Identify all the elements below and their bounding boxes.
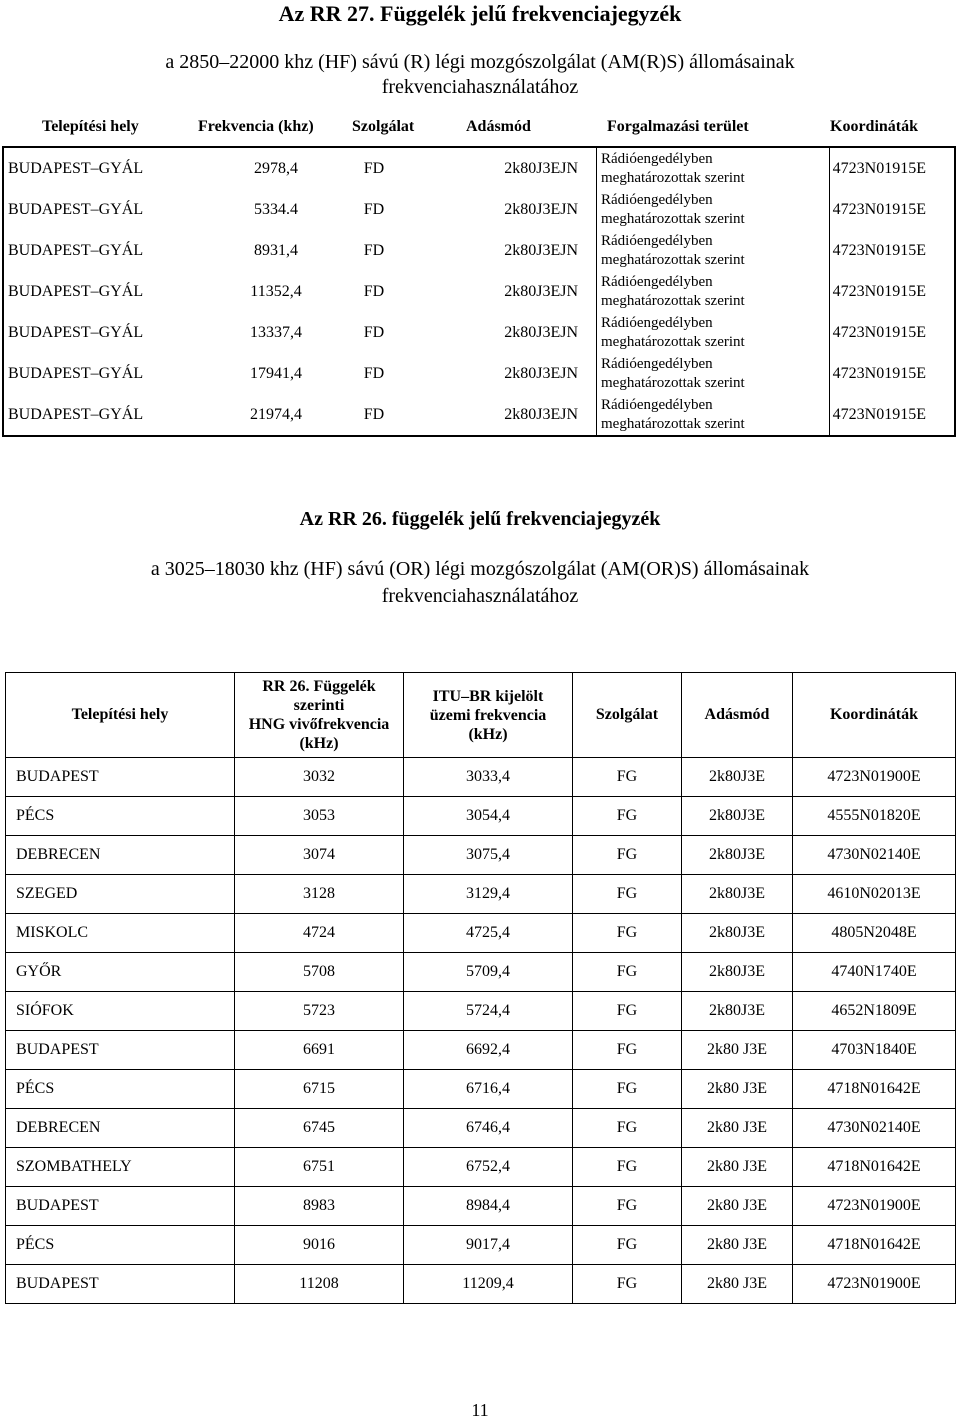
header-service: Szolgálat xyxy=(573,673,682,758)
area-cell xyxy=(597,394,830,436)
table-row xyxy=(6,1070,956,1109)
hng-frequency-cell: 3128 xyxy=(235,875,404,914)
site-cell: DEBRECEN xyxy=(6,836,235,875)
coordinates-cell: 4723N01915E xyxy=(832,241,926,259)
mode-cell: 2k80J3E xyxy=(682,758,793,797)
site-cell: BUDAPEST–GYÁL xyxy=(8,282,144,300)
site-cell: BUDAPEST xyxy=(6,758,235,797)
table-row xyxy=(3,394,955,436)
area-line1: Rádióengedélyben xyxy=(601,191,713,208)
coordinates-cell: 4723N01900E xyxy=(793,1187,956,1226)
service-cell: FD xyxy=(363,200,385,218)
header-hng-line2: szerinti xyxy=(293,697,345,714)
coordinates-cell: 4730N02140E xyxy=(793,1109,956,1148)
area-line1: Rádióengedélyben xyxy=(601,150,713,167)
header-mode: Adásmód xyxy=(682,673,793,758)
service-cell: FG xyxy=(573,875,682,914)
hng-frequency-cell: 6691 xyxy=(235,1031,404,1070)
mode-cell: 2k80J3E xyxy=(682,836,793,875)
hng-frequency-cell: 11208 xyxy=(235,1265,404,1304)
hng-frequency-cell: 6745 xyxy=(235,1109,404,1148)
header-itu-line3: (kHz) xyxy=(468,725,508,743)
service-cell: FG xyxy=(573,914,682,953)
service-cell: FG xyxy=(573,1148,682,1187)
header-hng-line1: RR 26. Függelék xyxy=(262,678,376,695)
table-row xyxy=(6,758,956,797)
mode-cell: 2k80 J3E xyxy=(682,1226,793,1265)
site-cell: SZEGED xyxy=(6,875,235,914)
table-row xyxy=(3,189,955,230)
mode-cell: 2k80 J3E xyxy=(682,1109,793,1148)
section1-table xyxy=(2,146,956,437)
table-row xyxy=(6,1226,956,1265)
coordinates-cell: 4723N01915E xyxy=(832,405,926,423)
coordinates-cell: 4610N02013E xyxy=(793,875,956,914)
hng-frequency-cell: 6751 xyxy=(235,1148,404,1187)
page-number: 11 xyxy=(471,1400,489,1420)
area-line2: meghatározottak szerint xyxy=(601,374,745,391)
mode-cell: 2k80 J3E xyxy=(682,1031,793,1070)
service-cell: FG xyxy=(573,1187,682,1226)
service-cell: FD xyxy=(363,405,385,423)
table-row xyxy=(6,1109,956,1148)
header-coordinates: Koordináták xyxy=(830,118,919,135)
coordinates-cell: 4555N01820E xyxy=(793,797,956,836)
site-cell: BUDAPEST–GYÁL xyxy=(8,364,144,382)
table-row xyxy=(6,953,956,992)
table-row xyxy=(6,875,956,914)
section1-header-row xyxy=(0,116,960,142)
coordinates-cell: 4718N01642E xyxy=(793,1148,956,1187)
frequency-cell: 17941,4 xyxy=(250,364,302,382)
header-itu-line1: ITU–BR kijelölt xyxy=(432,687,544,705)
area-line1: Rádióengedélyben xyxy=(601,314,713,331)
table-row xyxy=(6,914,956,953)
site-cell: GYŐR xyxy=(6,953,235,992)
service-cell: FG xyxy=(573,953,682,992)
site-cell: PÉCS xyxy=(6,797,235,836)
coordinates-cell: 4730N02140E xyxy=(793,836,956,875)
frequency-cell: 13337,4 xyxy=(250,323,302,341)
mode-cell: 2k80J3E xyxy=(682,797,793,836)
hng-frequency-cell: 3053 xyxy=(235,797,404,836)
area-cell xyxy=(597,147,830,189)
service-cell: FG xyxy=(573,1226,682,1265)
service-cell: FD xyxy=(363,241,385,259)
frequency-cell: 11352,4 xyxy=(250,282,302,300)
site-cell: MISKOLC xyxy=(6,914,235,953)
mode-cell: 2k80J3EJN xyxy=(414,271,597,312)
hng-frequency-cell: 4724 xyxy=(235,914,404,953)
frequency-cell: 5334.4 xyxy=(254,200,298,218)
section2-header-row xyxy=(6,673,956,758)
service-cell: FD xyxy=(363,364,385,382)
table-row xyxy=(6,1187,956,1226)
table-row xyxy=(6,1031,956,1070)
itu-frequency-cell: 11209,4 xyxy=(404,1265,573,1304)
site-cell: PÉCS xyxy=(6,1070,235,1109)
header-hng-frequency xyxy=(235,673,404,758)
table-row xyxy=(3,147,955,189)
header-mode: Adásmód xyxy=(466,118,531,135)
coordinates-cell: 4723N01900E xyxy=(793,758,956,797)
itu-frequency-cell: 6746,4 xyxy=(404,1109,573,1148)
itu-frequency-cell: 4725,4 xyxy=(404,914,573,953)
area-cell xyxy=(597,271,830,312)
site-cell: BUDAPEST–GYÁL xyxy=(8,200,144,218)
hng-frequency-cell: 5708 xyxy=(235,953,404,992)
coordinates-cell: 4723N01915E xyxy=(832,323,926,341)
mode-cell: 2k80 J3E xyxy=(682,1187,793,1226)
service-cell: FG xyxy=(573,1070,682,1109)
site-cell: BUDAPEST xyxy=(6,1031,235,1070)
mode-cell: 2k80J3EJN xyxy=(414,147,597,189)
service-cell: FG xyxy=(573,1031,682,1070)
itu-frequency-cell: 3054,4 xyxy=(404,797,573,836)
area-line2: meghatározottak szerint xyxy=(601,251,745,268)
mode-cell: 2k80J3E xyxy=(682,875,793,914)
mode-cell: 2k80J3EJN xyxy=(414,189,597,230)
table-row xyxy=(3,230,955,271)
site-cell: BUDAPEST–GYÁL xyxy=(8,405,144,423)
header-site: Telepítési hely xyxy=(6,673,235,758)
service-cell: FG xyxy=(573,836,682,875)
area-line2: meghatározottak szerint xyxy=(601,292,745,309)
mode-cell: 2k80J3E xyxy=(682,953,793,992)
itu-frequency-cell: 5724,4 xyxy=(404,992,573,1031)
section2-title: Az RR 26. függelék jelű frekvenciajegyzék xyxy=(299,508,661,530)
header-itu-frequency xyxy=(404,673,573,758)
site-cell: BUDAPEST–GYÁL xyxy=(8,159,144,177)
frequency-cell: 8931,4 xyxy=(254,241,298,259)
coordinates-cell: 4805N2048E xyxy=(793,914,956,953)
area-line1: Rádióengedélyben xyxy=(601,273,713,290)
itu-frequency-cell: 8984,4 xyxy=(404,1187,573,1226)
site-cell: BUDAPEST xyxy=(6,1265,235,1304)
itu-frequency-cell: 3129,4 xyxy=(404,875,573,914)
header-frequency: Frekvencia (khz) xyxy=(198,118,314,135)
coordinates-cell: 4652N1809E xyxy=(793,992,956,1031)
service-cell: FD xyxy=(363,323,385,341)
site-cell: BUDAPEST–GYÁL xyxy=(8,323,144,341)
header-hng-line3: HNG vivőfrekvencia xyxy=(248,716,390,733)
site-cell: BUDAPEST–GYÁL xyxy=(8,241,144,259)
site-cell: SZOMBATHELY xyxy=(6,1148,235,1187)
header-service: Szolgálat xyxy=(352,118,415,135)
service-cell: FG xyxy=(573,797,682,836)
hng-frequency-cell: 3032 xyxy=(235,758,404,797)
mode-cell: 2k80 J3E xyxy=(682,1070,793,1109)
table-row xyxy=(3,353,955,394)
mode-cell: 2k80J3EJN xyxy=(414,230,597,271)
coordinates-cell: 4723N01915E xyxy=(832,364,926,382)
header-site: Telepítési hely xyxy=(42,118,139,135)
service-cell: FD xyxy=(363,282,385,300)
area-line2: meghatározottak szerint xyxy=(601,210,745,227)
coordinates-cell: 4718N01642E xyxy=(793,1070,956,1109)
area-cell xyxy=(597,230,830,271)
table-row xyxy=(3,271,955,312)
area-line1: Rádióengedélyben xyxy=(601,232,713,249)
site-cell: DEBRECEN xyxy=(6,1109,235,1148)
section2-subtitle: a 3025–18030 khz (HF) sávú (OR) légi mozgószolgálat (AM(OR)S) állomásainak frekvenciahasználatához xyxy=(150,558,810,607)
table-row xyxy=(6,797,956,836)
coordinates-cell: 4723N01915E xyxy=(832,282,926,300)
coordinates-cell: 4740N1740E xyxy=(793,953,956,992)
area-line1: Rádióengedélyben xyxy=(601,396,713,413)
mode-cell: 2k80J3EJN xyxy=(414,312,597,353)
mode-cell: 2k80J3EJN xyxy=(414,353,597,394)
table-row xyxy=(6,1148,956,1187)
header-area: Forgalmazási terület xyxy=(607,118,749,135)
header-hng-line4: (kHz) xyxy=(299,735,339,752)
itu-frequency-cell: 3033,4 xyxy=(404,758,573,797)
service-cell: FG xyxy=(573,1265,682,1304)
site-cell: BUDAPEST xyxy=(6,1187,235,1226)
hng-frequency-cell: 6715 xyxy=(235,1070,404,1109)
service-cell: FG xyxy=(573,758,682,797)
table-row xyxy=(3,312,955,353)
site-cell: PÉCS xyxy=(6,1226,235,1265)
coordinates-cell: 4723N01900E xyxy=(793,1265,956,1304)
hng-frequency-cell: 8983 xyxy=(235,1187,404,1226)
area-line2: meghatározottak szerint xyxy=(601,333,745,350)
area-line2: meghatározottak szerint xyxy=(601,169,745,186)
itu-frequency-cell: 5709,4 xyxy=(404,953,573,992)
hng-frequency-cell: 5723 xyxy=(235,992,404,1031)
hng-frequency-cell: 9016 xyxy=(235,1226,404,1265)
area-cell xyxy=(597,189,830,230)
site-cell: SIÓFOK xyxy=(6,992,235,1031)
table-row xyxy=(6,992,956,1031)
coordinates-cell: 4723N01915E xyxy=(832,200,926,218)
area-cell xyxy=(597,312,830,353)
service-cell: FG xyxy=(573,1109,682,1148)
section2-table xyxy=(5,672,956,1304)
mode-cell: 2k80J3EJN xyxy=(414,394,597,436)
area-line1: Rádióengedélyben xyxy=(601,355,713,372)
coordinates-cell: 4703N1840E xyxy=(793,1031,956,1070)
area-line2: meghatározottak szerint xyxy=(601,415,745,432)
mode-cell: 2k80J3E xyxy=(682,914,793,953)
area-cell xyxy=(597,353,830,394)
frequency-cell: 21974,4 xyxy=(250,405,302,423)
itu-frequency-cell: 3075,4 xyxy=(404,836,573,875)
hng-frequency-cell: 3074 xyxy=(235,836,404,875)
table-row xyxy=(6,1265,956,1304)
itu-frequency-cell: 9017,4 xyxy=(404,1226,573,1265)
service-cell: FD xyxy=(363,159,385,177)
itu-frequency-cell: 6716,4 xyxy=(404,1070,573,1109)
itu-frequency-cell: 6752,4 xyxy=(404,1148,573,1187)
mode-cell: 2k80 J3E xyxy=(682,1148,793,1187)
mode-cell: 2k80 J3E xyxy=(682,1265,793,1304)
header-coordinates: Koordináták xyxy=(793,673,956,758)
table-row xyxy=(6,836,956,875)
frequency-cell: 2978,4 xyxy=(254,159,298,177)
section1-title: Az RR 27. Függelék jelű frekvenciajegyzék xyxy=(278,1,682,26)
service-cell: FG xyxy=(573,992,682,1031)
mode-cell: 2k80J3E xyxy=(682,992,793,1031)
header-itu-line2: üzemi frekvencia xyxy=(429,706,547,724)
section1-subtitle: a 2850–22000 khz (HF) sávú (R) légi mozgószolgálat (AM(R)S) állomásainak frekvenciahasználatához xyxy=(165,51,795,98)
coordinates-cell: 4718N01642E xyxy=(793,1226,956,1265)
coordinates-cell: 4723N01915E xyxy=(832,159,926,177)
itu-frequency-cell: 6692,4 xyxy=(404,1031,573,1070)
